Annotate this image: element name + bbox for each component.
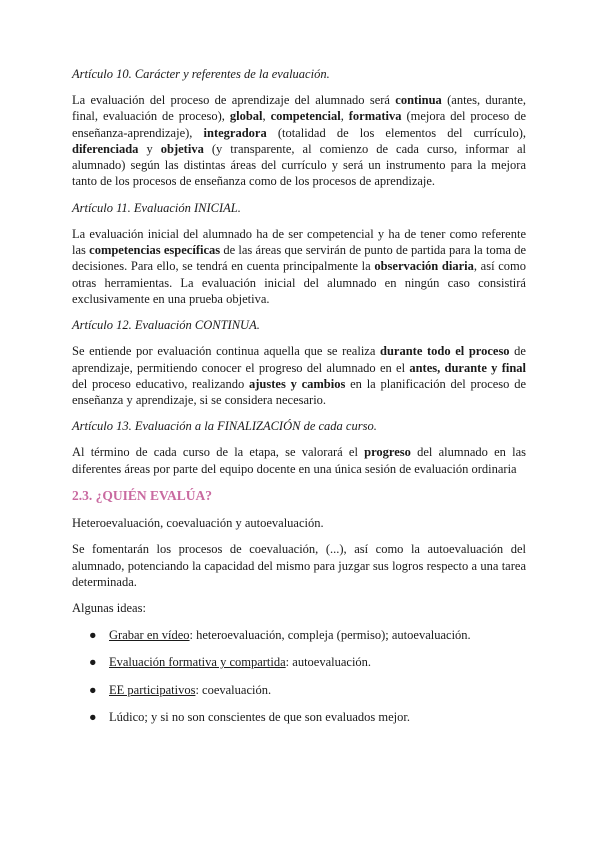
text-run: de aprendizaje, permitiendo conocer el progreso del alumnado en el [72,344,526,375]
bold-term: diferenciada [72,141,139,156]
text-run: , así como otras herramientas. La evaluación inicial del alumnado en ningún caso consistirá exclusivamente en una prueba objetiva. [72,259,526,306]
idea-text: : autoevaluación. [285,655,372,670]
text-run: (mejora del proceso de enseñanza-aprendizaje), [72,109,527,140]
idea-text: : heteroevaluación, compleja (permiso); autoevaluación. [189,627,471,642]
section-title: 2.3. ¿QUIÉN EVALÚA? [72,488,213,504]
text-run: Al término de cada curso de la etapa, se valorará el [72,445,365,460]
bold-term: ajustes y cambios [249,376,346,391]
bullet-icon: ● [89,682,97,697]
bold-term: objetiva [160,141,204,156]
idea-text: Lúdico; y si no son conscientes de que son evaluados mejor. [109,710,410,725]
bold-term: integradora [203,125,267,140]
bullet-icon: ● [89,655,97,670]
bold-term: competencial [270,109,341,124]
text-run: , [340,109,349,124]
text-run: del proceso educativo, realizando [72,376,249,391]
text-run: (y transparente, al comienzo de cada curso, informar al alumnado) según las distintas áreas del currículo y será un instrumento para la mejora tanto de los procesos de enseñanza como de los procesos de aprendizaje. [72,141,527,189]
text-run: de las áreas que servirán de punto de partida para la toma de decisiones. Para ello, se tendrá en cuenta principalmente la [72,243,526,274]
list-item [72,709,526,725]
section-line-2: Se fomentarán los procesos de coevaluación, (...), así como la autoevaluación del alumnado, potenciando la capacidad del mismo para juzgar sus logros respecto a una tarea determinada. [72,542,526,589]
text-run: (antes, durante, final, evaluación de proceso), [72,93,526,124]
article-12-heading: Artículo 12. Evaluación CONTINUA. [72,318,260,333]
list-item [72,654,526,670]
section-line-1: Heteroevaluación, coevaluación y autoevaluación. [72,516,324,531]
list-item [72,682,526,698]
article-13-heading: Artículo 13. Evaluación a la FINALIZACIÓN de cada curso. [72,419,377,434]
bold-term: continua [395,93,442,107]
text-run: Se entiende por evaluación continua aquella que se realiza [72,344,380,359]
list-item [72,627,526,643]
idea-underlined: Evaluación formativa y compartida [109,655,286,670]
article-11-body [72,226,526,307]
idea-underlined: Grabar en vídeo [109,627,190,642]
ideas-label: Algunas ideas: [72,601,146,616]
text-run: La evaluación inicial del alumnado ha de ser competencial y ha de tener como referente las [72,226,526,258]
bold-term: observación diaria [374,259,474,274]
bullet-icon: ● [89,627,97,642]
bold-term: competencias específicas [89,243,221,258]
idea-text: : coevaluación. [195,682,272,697]
idea-underlined: EE participativos [109,682,196,697]
bold-term: progreso [364,445,411,460]
article-10-body [72,92,526,190]
text-run: en la planificación del proceso de enseñanza y aprendizaje, si se considera necesario. [72,376,526,408]
bold-term: durante todo el proceso [380,344,510,359]
article-12-body [72,343,526,408]
text-run: (totalidad de los elementos del currículo), [266,125,526,140]
bold-term: global [229,109,263,124]
article-13-body [72,444,526,477]
ideas-list [72,627,526,726]
text-run: y [138,141,161,156]
text-run: , [262,109,271,124]
bold-term: formativa [348,109,402,124]
article-11-heading: Artículo 11. Evaluación INICIAL. [72,200,241,215]
bold-term: antes, durante y final [409,360,527,375]
article-10-heading: Artículo 10. Carácter y referentes de la evaluación. [72,67,330,81]
bullet-icon: ● [89,710,97,725]
text-run: del alumnado en las diferentes áreas por parte del equipo docente en una única sesión de evaluación ordinaria [72,445,526,476]
document-content [72,66,526,737]
text-run: La evaluación del proceso de aprendizaje del alumnado será [72,93,396,107]
